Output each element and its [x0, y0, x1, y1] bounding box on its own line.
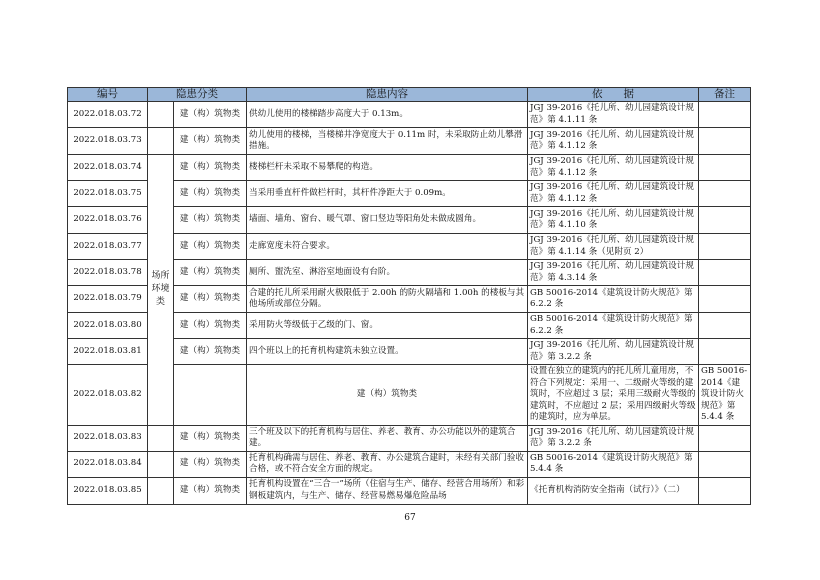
table-row: [68, 451, 751, 477]
row-subcategory: 建（构）筑物类: [174, 286, 247, 313]
row-subcategory: 建（构）筑物类: [174, 155, 247, 181]
row-code: 2022.018.03.75: [68, 181, 148, 207]
row-remark: [699, 155, 751, 181]
header-basis: 依 据: [528, 88, 699, 102]
category-cell-blank: [148, 102, 174, 128]
row-code: 2022.018.03.84: [68, 451, 148, 477]
row-basis: JGJ 39-2016《托儿所、幼儿园建筑设计规范》第 3.2.2 条: [528, 425, 699, 451]
category-label: 场所环境类: [151, 271, 170, 308]
row-code: 2022.018.03.85: [68, 477, 148, 504]
row-remark: [699, 286, 751, 313]
row-remark: [699, 181, 751, 207]
row-content: 墙面、墙角、窗台、暖气罩、窗口竖边等阳角处未做成圆角。: [247, 207, 528, 234]
row-content: 设置在独立的建筑内的托儿所儿童用房，不符合下列规定：采用一、二级耐火等级的建筑时，不应超过 3 层；采用三级耐火等级的建筑时，不应超过 2 层；采用四级耐火等级的建筑时，应为单层。: [528, 365, 699, 426]
row-basis: 《托育机构消防安全指南（试行）》（二）: [528, 477, 699, 504]
row-code: 2022.018.03.76: [68, 207, 148, 234]
row-basis: JGJ 39-2016《托儿所、幼儿园建筑设计规范》第 4.1.12 条: [528, 181, 699, 207]
row-basis: GB 50016-2014《建筑设计防火规范》第 5.4.4 条: [528, 451, 699, 477]
row-content: 供幼儿使用的楼梯踏步高度大于 0.13m。: [247, 102, 528, 128]
table-row: [68, 102, 751, 128]
hazard-table: [67, 87, 751, 505]
row-basis: JGJ 39-2016《托儿所、幼儿园建筑设计规范》第 4.3.14 条: [528, 260, 699, 286]
table-header-row: [68, 88, 751, 102]
row-subcategory: 建（构）筑物类: [174, 313, 247, 339]
category-cell-blank: [148, 425, 174, 451]
row-subcategory: 建（构）筑物类: [174, 181, 247, 207]
row-basis: GB 50016-2014《建筑设计防火规范》第 6.2.2 条: [528, 313, 699, 339]
row-basis: JGJ 39-2016《托儿所、幼儿园建筑设计规范》第 4.1.14 条（见附页 2）: [528, 234, 699, 260]
row-content: 幼儿使用的楼梯，当楼梯井净宽度大于 0.11m 时，未采取防止幼儿攀滑措施。: [247, 128, 528, 155]
row-code: 2022.018.03.73: [68, 128, 148, 155]
category-cell-blank: [174, 365, 247, 426]
row-content: 厕所、盥洗室、淋浴室地面设有台阶。: [247, 260, 528, 286]
row-code: 2022.018.03.72: [68, 102, 148, 128]
row-remark: [699, 207, 751, 234]
row-remark: [699, 477, 751, 504]
row-code: 2022.018.03.82: [68, 365, 148, 426]
row-subcategory: 建（构）筑物类: [174, 207, 247, 234]
row-content: 三个班及以下的托育机构与居住、养老、教育、办公功能以外的建筑合建。: [247, 425, 528, 451]
row-code: 2022.018.03.80: [68, 313, 148, 339]
row-remark: [699, 425, 751, 451]
row-basis: GB 50016-2014《建筑设计防火规范》第 5.4.4 条: [699, 365, 751, 426]
row-code: 2022.018.03.77: [68, 234, 148, 260]
category-cell: [148, 155, 174, 426]
header-code: 编号: [68, 88, 148, 102]
category-cell-blank: [148, 477, 174, 504]
row-basis: JGJ 39-2016《托儿所、幼儿园建筑设计规范》第 4.1.12 条: [528, 155, 699, 181]
row-subcategory: 建（构）筑物类: [174, 102, 247, 128]
row-remark: [699, 102, 751, 128]
row-code: 2022.018.03.78: [68, 260, 148, 286]
row-basis: JGJ 39-2016《托儿所、幼儿园建筑设计规范》第 4.1.10 条: [528, 207, 699, 234]
row-subcategory: 建（构）筑物类: [247, 365, 528, 426]
row-subcategory: 建（构）筑物类: [174, 477, 247, 504]
row-subcategory: 建（构）筑物类: [174, 234, 247, 260]
row-basis: GB 50016-2014《建筑设计防火规范》第 6.2.2 条: [528, 286, 699, 313]
header-remark: 备注: [699, 88, 751, 102]
page-number: 67: [404, 513, 416, 523]
row-code: 2022.018.03.83: [68, 425, 148, 451]
category-cell-blank: [148, 451, 174, 477]
row-remark: [699, 260, 751, 286]
table-row: [68, 128, 751, 155]
table-row: [68, 425, 751, 451]
header-content: 隐患内容: [247, 88, 528, 102]
row-basis: JGJ 39-2016《托儿所、幼儿园建筑设计规范》第 3.2.2 条: [528, 339, 699, 365]
row-subcategory: 建（构）筑物类: [174, 128, 247, 155]
row-subcategory: 建（构）筑物类: [174, 425, 247, 451]
row-code: 2022.018.03.74: [68, 155, 148, 181]
row-code: 2022.018.03.81: [68, 339, 148, 365]
row-basis: JGJ 39-2016《托儿所、幼儿园建筑设计规范》第 4.1.12 条: [528, 128, 699, 155]
header-category: 隐患分类: [148, 88, 247, 102]
row-remark: [699, 313, 751, 339]
row-basis: JGJ 39-2016《托儿所、幼儿园建筑设计规范》第 4.1.11 条: [528, 102, 699, 128]
row-subcategory: 建（构）筑物类: [174, 339, 247, 365]
row-remark: [699, 234, 751, 260]
row-code: 2022.018.03.79: [68, 286, 148, 313]
row-content: 楼梯栏杆未采取不易攀爬的构造。: [247, 155, 528, 181]
row-subcategory: 建（构）筑物类: [174, 451, 247, 477]
row-subcategory: 建（构）筑物类: [174, 260, 247, 286]
row-remark: [699, 128, 751, 155]
row-remark: [699, 451, 751, 477]
row-content: 托育机构设置在“三合一”场所（住宿与生产、储存、经营合用场所）和彩钢板建筑内，与生产、储存、经营易燃易爆危险品场: [247, 477, 528, 504]
row-content: 采用防火等级低于乙级的门、窗。: [247, 313, 528, 339]
row-content: 托育机构确需与居住、养老、教育、办公建筑合建时，未经有关部门验收合格，或不符合安全方面的规定。: [247, 451, 528, 477]
table-row: [68, 477, 751, 504]
category-cell-blank: [148, 128, 174, 155]
row-content: 走廊宽度未符合要求。: [247, 234, 528, 260]
table-row: [68, 155, 751, 181]
row-content: 四个班以上的托育机构建筑未独立设置。: [247, 339, 528, 365]
row-remark: [699, 339, 751, 365]
row-content: 当采用垂直杆件做栏杆时，其杆件净距大于 0.09m。: [247, 181, 528, 207]
row-content: 合建的托儿所采用耐火极限低于 2.00h 的防火隔墙和 1.00h 的楼板与其他场所或部位分隔。: [247, 286, 528, 313]
